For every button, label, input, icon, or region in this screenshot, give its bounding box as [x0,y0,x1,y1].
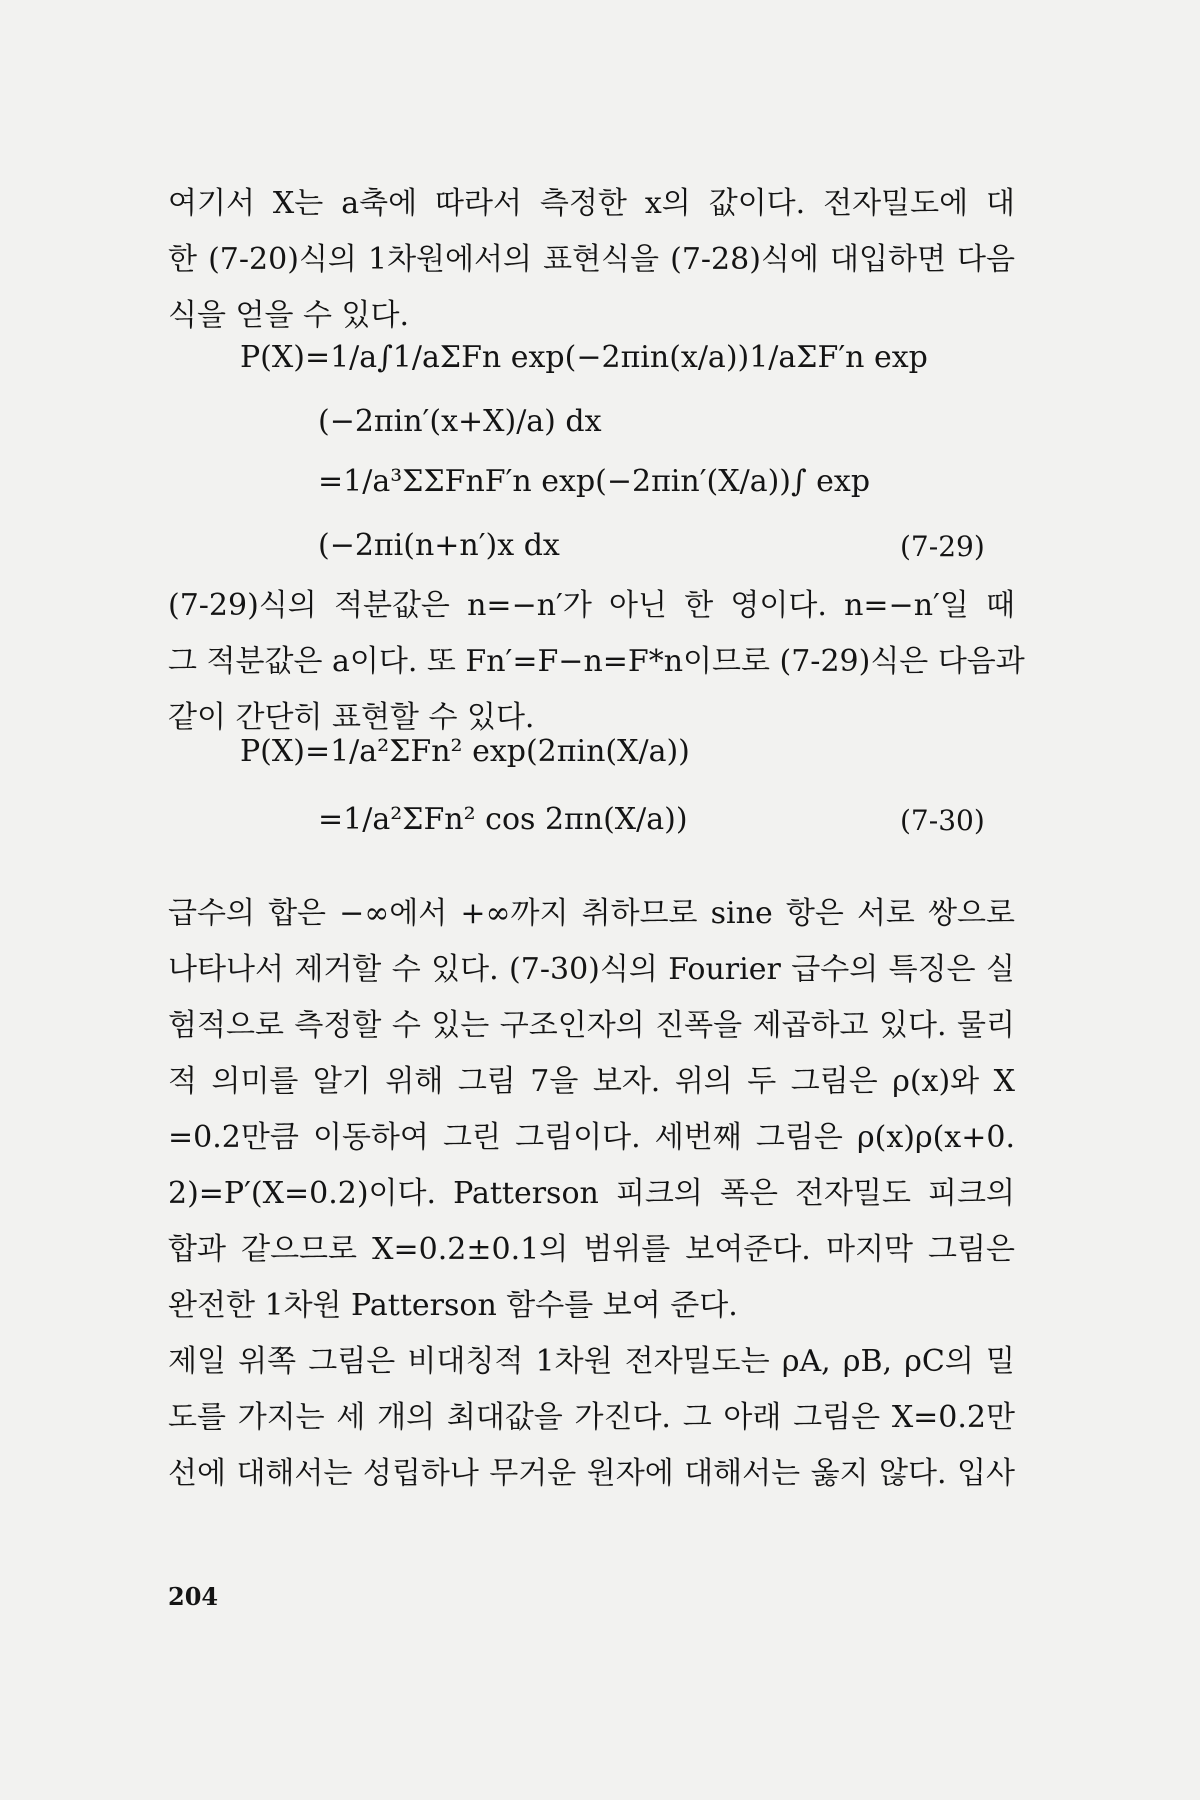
text-line: 그 적분값은 a이다. 또 Fn′=F−n=F*n이므로 (7-29)식은 다음과 [168,644,1025,679]
text-line: =0.2만큼 이동하여 그린 그림이다. 세번째 그림은 ρ(x)ρ(x+0. [168,1120,1015,1155]
paragraph-integral [168,578,1025,746]
text-line: 제일 위쪽 그림은 비대칭적 1차원 전자밀도는 ρA, ρB, ρC의 밀 [168,1344,1015,1379]
text-line: 여기서 X는 a축에 따라서 측정한 x의 값이다. 전자밀도에 대 [168,186,1015,221]
equation-text: =1/a²ΣFn² cos 2πn(X/a)) [318,802,688,837]
text-line: 식을 얻을 수 있다. [168,298,410,333]
equation-7-29-line4 [318,526,560,566]
equation-text: P(X)=1/a∫1/aΣFn exp(−2πin(x/a))1/aΣF′n exp [240,340,928,375]
paragraph-intro [168,176,1015,344]
equation-7-30-line1 [240,732,690,772]
text-line: 한 (7-20)식의 1차원에서의 표현식을 (7-28)식에 대입하면 다음 [168,242,1015,277]
equation-text: =1/a³ΣΣFnF′n exp(−2πin′(X/a))∫ exp [318,464,871,499]
equation-7-29-line3 [318,462,870,502]
equation-text: (−2πin′(x+X)/a) dx [318,404,602,439]
text-line: (7-29)식의 적분값은 n=−n′가 아닌 한 영이다. n=−n′일 때 [168,588,1015,623]
text-line: 적 의미를 알기 위해 그림 7을 보자. 위의 두 그림은 ρ(x)와 X [168,1064,1015,1099]
text-line: 합과 같으므로 X=0.2±0.1의 범위를 보여준다. 마지막 그림은 [168,1232,1015,1267]
equation-number-7-30: (7-30) [900,804,985,837]
text-line: 험적으로 측정할 수 있는 구조인자의 진폭을 제곱하고 있다. 물리 [168,1008,1015,1043]
equation-7-29-line2 [318,402,602,442]
text-line: 완전한 1차원 Patterson 함수를 보여 준다. [168,1288,738,1323]
text-line: 급수의 합은 −∞에서 +∞까지 취하므로 sine 항은 서로 쌍으로 [168,896,1015,931]
equation-7-29-line1 [240,338,928,378]
page-number: 204 [168,1582,219,1611]
text-line: 2)=P′(X=0.2)이다. Patterson 피크의 폭은 전자밀도 피크의 [168,1176,1015,1211]
text-line: 도를 가지는 세 개의 최대값을 가진다. 그 아래 그림은 X=0.2만 [168,1400,1015,1435]
paragraph-fourier [168,886,1015,1334]
text-line: 나타나서 제거할 수 있다. (7-30)식의 Fourier 급수의 특징은 실 [168,952,1015,987]
equation-7-30-line2 [318,800,688,840]
text-line: 같이 간단히 표현할 수 있다. [168,700,535,735]
equation-number-7-29: (7-29) [900,530,985,563]
equation-text: P(X)=1/a²ΣFn² exp(2πin(X/a)) [240,734,690,769]
equation-text: (−2πi(n+n′)x dx [318,528,560,563]
paragraph-density [168,1334,1015,1502]
text-line: 선에 대해서는 성립하나 무거운 원자에 대해서는 옳지 않다. 입사 [168,1456,1015,1491]
